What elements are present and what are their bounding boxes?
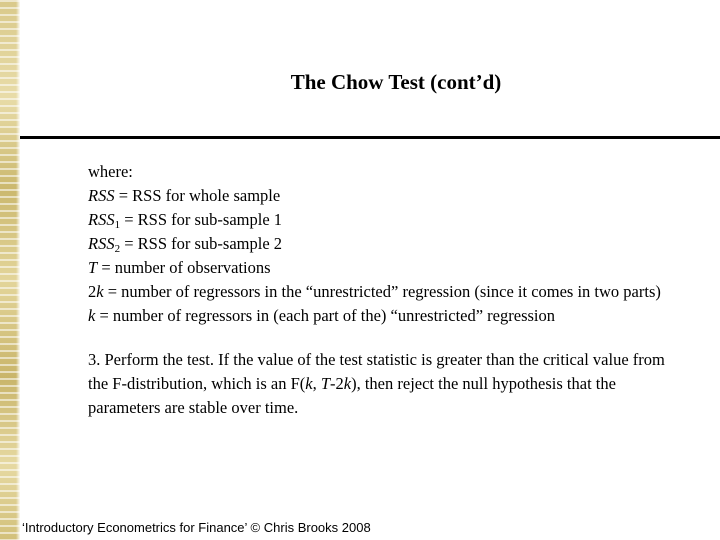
step3-minus2: -2 — [330, 374, 344, 393]
slide-title: The Chow Test (cont’d) — [290, 70, 502, 94]
rss-definition — [88, 184, 688, 208]
twok-prefix: 2 — [88, 282, 97, 301]
rss2-definition — [88, 232, 688, 256]
slide-body — [88, 160, 688, 420]
rss2-text: = RSS for sub-sample 2 — [120, 234, 283, 253]
step3-T: T — [320, 374, 331, 393]
twok-variable: k — [96, 282, 104, 301]
twok-text: = number of regressors in the “unrestricted” regression (since it comes in two parts) — [103, 282, 661, 301]
rss-variable: RSS — [88, 186, 115, 205]
k-variable: k — [88, 306, 96, 325]
rss1-variable: RSS — [88, 210, 115, 229]
rss-text: = RSS for whole sample — [114, 186, 281, 205]
t-definition — [88, 256, 688, 280]
rss1-subscript: 1 — [114, 219, 121, 231]
title-divider — [20, 136, 720, 139]
rss1-definition — [88, 208, 688, 232]
step3-k1: k — [305, 374, 313, 393]
twok-definition — [88, 280, 688, 304]
step3-k2: k — [343, 374, 352, 393]
k-text: = number of regressors in (each part of the) “unrestricted” regression — [95, 306, 555, 325]
step3-comma: , — [312, 374, 321, 393]
rss2-variable: RSS — [88, 234, 115, 253]
step3-paragraph — [88, 348, 688, 420]
decorative-left-strip — [0, 0, 20, 540]
footer-credit: ‘Introductory Econometrics for Finance’ © Chris Brooks 2008 — [22, 520, 371, 535]
where-line: where: — [88, 162, 133, 181]
t-text: = number of observations — [97, 258, 271, 277]
step3-text-b: ), then reject the null hypothesis that the parameters are stable over time. — [88, 374, 616, 417]
t-variable: T — [88, 258, 98, 277]
spacer — [88, 328, 688, 348]
rss2-subscript: 2 — [114, 243, 121, 255]
k-definition — [88, 304, 688, 328]
step3-text-a: 3. Perform the test. If the value of the test statistic is greater than the critical value from the F-distribution, which is an F( — [88, 350, 665, 393]
rss1-text: = RSS for sub-sample 1 — [120, 210, 283, 229]
